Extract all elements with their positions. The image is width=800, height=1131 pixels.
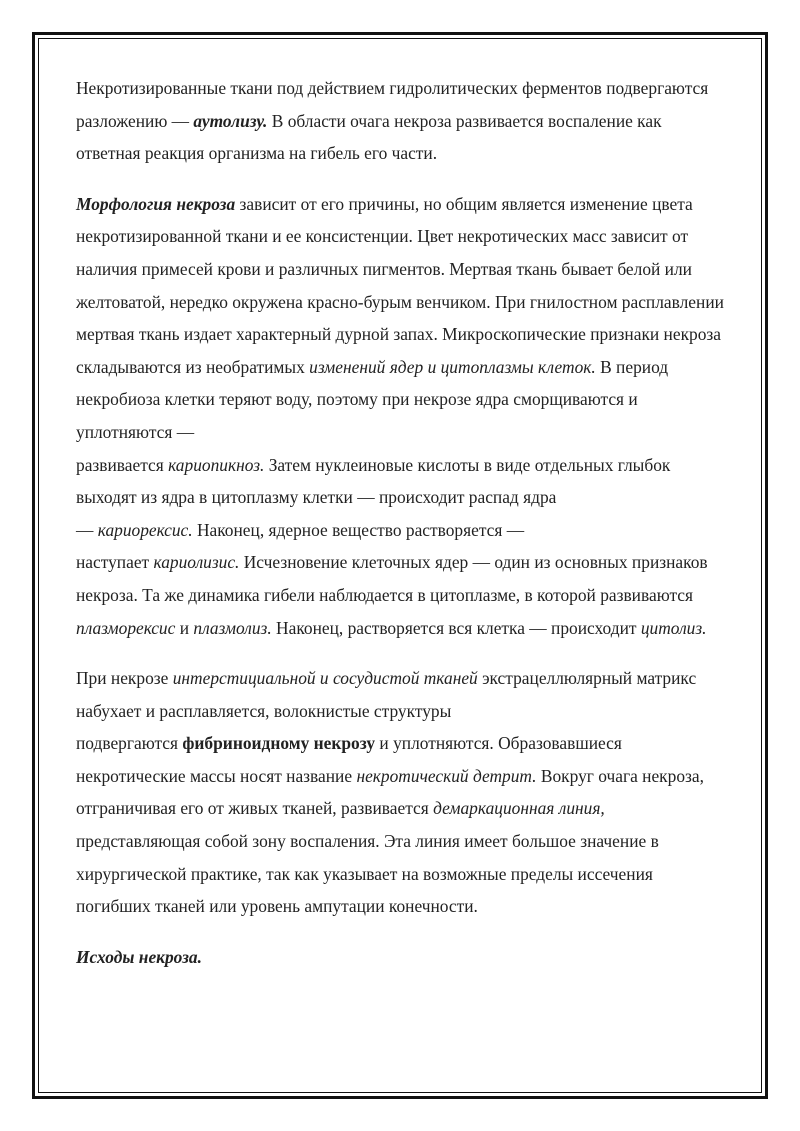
- paragraph-autolysis: [76, 72, 726, 170]
- text-run: —: [76, 519, 98, 540]
- term-plasmolysis: плазмолиз.: [193, 617, 272, 638]
- term-fibrinoid-necrosis: фибриноидному некрозу: [182, 733, 376, 754]
- text-run: Исчезновение клеточных ядер — один из основных признаков некроза. Та же динамика гибели наблюдается в цитоплазме, в которой развиваются: [76, 552, 708, 605]
- paragraph-morphology: [76, 188, 726, 644]
- paragraph-interstitial: [76, 662, 726, 923]
- text-run: экстрацеллюлярный матрикс набухает и расплавляется, волокнистые структуры: [76, 668, 697, 721]
- text-run: зависит от его причины, но общим является изменение цвета некротизированной ткани и ее консистенции. Цвет некротических масс зависит от наличия примесей крови и различных пигментов. Мертвая ткань бывает белой или желтоватой, нередко окружена красно-бурым венчиком. При гнилостном расплавлении мертвая ткань издает характерный дурной запах. Микроскопические признаки некроза складываются из необратимых: [76, 193, 724, 377]
- term-nuclear-changes: изменений ядер и цитоплазмы клеток.: [309, 356, 596, 377]
- text-run: В период некробиоза клетки теряют воду, поэтому при некрозе ядра сморщиваются и уплотняются —: [76, 356, 669, 442]
- term-plasmorrhexis: плазморексис: [76, 617, 176, 638]
- term-necrotic-detritus: некротический детрит.: [356, 765, 537, 786]
- text-run: представляющая собой зону воспаления. Эта линия имеет большое значение в хирургической практике, так как указывает на возможные пределы иссечения погибших тканей или уровень ампутации конечности.: [76, 831, 659, 917]
- text-run: подвергаются: [76, 733, 183, 754]
- text-run: развивается: [76, 454, 169, 475]
- text-run: и уплотняются. Образовавшиеся некротические массы носят название: [76, 733, 622, 786]
- text-run: При некрозе: [76, 668, 173, 689]
- term-cytolysis: цитолиз.: [640, 617, 707, 638]
- term-karyopyknosis: кариопикноз.: [168, 454, 265, 475]
- section-heading: [76, 941, 726, 974]
- document-body: [76, 72, 726, 991]
- text-run: Вокруг очага некроза, отграничивая его от живых тканей, развивается: [76, 765, 704, 819]
- text-run: Затем нуклеиновые кислоты в виде отдельных глыбок выходят из ядра в цитоплазму клетки — происходит распад ядра: [76, 454, 671, 508]
- text-run: Некротизированные ткани под действием гидролитических ферментов подвергаются разложению —: [76, 78, 709, 131]
- text-run: Наконец, ядерное вещество растворяется —: [192, 519, 525, 540]
- term-karyorrhexis: кариорексис.: [97, 519, 193, 540]
- text-run: и: [175, 617, 194, 638]
- term-morphology: Морфология некроза: [76, 193, 236, 214]
- term-demarcation-line: демаркационная линия,: [433, 798, 605, 819]
- term-karyolysis: кариолизис.: [153, 552, 240, 573]
- term-autolysis: аутолизу.: [193, 110, 268, 131]
- heading-necrosis-outcomes: Исходы некроза.: [76, 946, 202, 967]
- text-run: наступает: [76, 552, 154, 573]
- text-run: Наконец, растворяется вся клетка — происходит: [271, 617, 641, 638]
- term-interstitial-tissue: интерстициальной и сосудистой тканей: [172, 668, 478, 689]
- text-run: В области очага некроза развивается воспаление как ответная реакция организма на гибель его части.: [76, 110, 662, 164]
